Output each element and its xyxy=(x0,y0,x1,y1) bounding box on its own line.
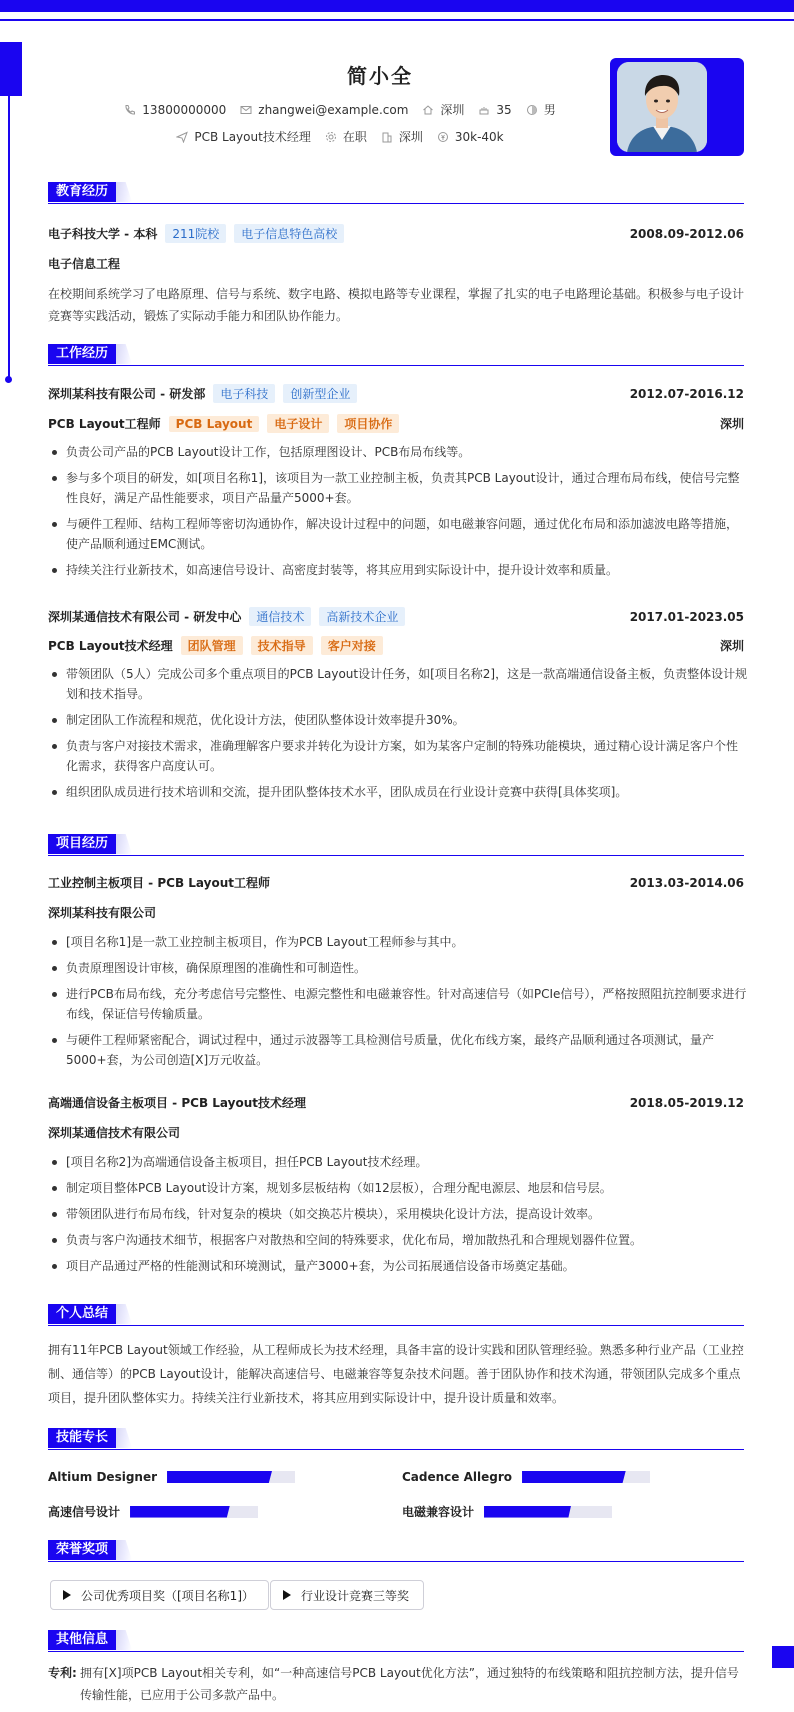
gear-icon xyxy=(325,131,337,143)
status-info xyxy=(325,128,367,145)
job-title: PCB Layout工程师 xyxy=(48,417,161,431)
list-item: 带领团队（5人）完成公司多个重点项目的PCB Layout设计任务，如[项目名称2]，这是一款高端通信设备主板，负责整体设计规划和技术指导。 xyxy=(48,664,748,704)
project-company: 深圳某通信技术有限公司 xyxy=(48,1126,181,1140)
avatar xyxy=(617,62,707,152)
job-intent-row xyxy=(90,128,590,145)
left-accent-block xyxy=(0,42,22,96)
list-item: 负责原理图设计审核，确保原理图的准确性和可制造性。 xyxy=(48,958,748,978)
section-rule xyxy=(48,855,744,856)
skill-bar-fill xyxy=(522,1471,626,1483)
list-item: 与硬件工程师、结构工程师等密切沟通协作，解决设计过程中的问题，如电磁兼容问题，通过优化布局和添加滤波电路等措施，使产品顺利通过EMC测试。 xyxy=(48,514,748,554)
section-title: 荣誉奖项 xyxy=(48,1540,116,1560)
company-tag: 通信技术 xyxy=(249,607,311,626)
home-icon xyxy=(422,104,434,116)
phone-info xyxy=(124,103,226,117)
play-icon xyxy=(283,1590,291,1600)
list-item: 制定项目整体PCB Layout设计方案，规划多层板结构（如12层板），合理分配电源层、地层和信号层。 xyxy=(48,1178,748,1198)
job-city: 深圳 xyxy=(719,417,744,431)
job-title: PCB Layout技术经理 xyxy=(48,639,173,653)
list-item: 持续关注行业新技术，如高速信号设计、高密度封装等，将其应用到实际设计中，提升设计效率和质量。 xyxy=(48,560,748,580)
project-bullets xyxy=(48,932,748,1076)
section-rule xyxy=(48,1561,744,1562)
left-accent-dot xyxy=(5,376,12,383)
section-rule xyxy=(48,365,744,366)
top-accent-line xyxy=(0,19,794,21)
section-summary-header xyxy=(48,1304,744,1326)
skill-bar-fill xyxy=(130,1506,230,1518)
right-accent-block xyxy=(772,1646,794,1668)
email-info xyxy=(240,103,408,117)
education-period: 2008.09-2012.06 xyxy=(629,226,744,241)
section-title: 教育经历 xyxy=(48,182,116,202)
section-rule xyxy=(48,1651,744,1652)
section-title: 项目经历 xyxy=(48,834,116,854)
section-other-header xyxy=(48,1630,744,1652)
job-city: 深圳 xyxy=(719,639,744,653)
company-tag: 电子科技 xyxy=(213,384,275,403)
other-text: 拥有[X]项PCB Layout相关专利，如“一种高速信号PCB Layout优化方法”，通过独特的布线策略和阻抗控制方法，提升信号传输性能，已应用于公司多款产品中。 xyxy=(80,1666,739,1702)
job-tag: 电子设计 xyxy=(267,414,329,433)
company-tag: 高新技术企业 xyxy=(319,607,405,626)
location-text: 深圳 xyxy=(440,103,465,117)
money-icon xyxy=(437,131,449,143)
project-period: 2013.03-2014.06 xyxy=(629,875,744,890)
location-info xyxy=(422,101,464,118)
job-tag: 团队管理 xyxy=(181,636,243,655)
job-tag: 项目协作 xyxy=(337,414,399,433)
section-rule xyxy=(48,1449,744,1450)
list-item: [项目名称1]是一款工业控制主板项目，作为PCB Layout工程师参与其中。 xyxy=(48,932,748,952)
major: 电子信息工程 xyxy=(48,257,121,271)
project-name: 高端通信设备主板项目 - PCB Layout技术经理 xyxy=(48,1096,306,1110)
school-name: 电子科技大学 - 本科 xyxy=(48,227,158,241)
list-item: 制定团队工作流程和规范，优化设计方法，使团队整体设计效率提升30%。 xyxy=(48,710,748,730)
award-item xyxy=(270,1580,424,1610)
section-awards-header xyxy=(48,1540,744,1562)
mail-icon xyxy=(240,104,252,116)
list-item: 与硬件工程师紧密配合，调试过程中，通过示波器等工具检测信号质量，优化布线方案，最终产品顺利通过各项测试，量产5000+套，为公司创造[X]万元收益。 xyxy=(48,1030,748,1070)
email-text: zhangwei@example.com xyxy=(258,102,409,117)
cake-icon xyxy=(478,104,490,116)
project-company: 深圳某科技有限公司 xyxy=(48,906,157,920)
skill-name: Altium Designer xyxy=(48,1470,158,1484)
skill-item xyxy=(402,1503,612,1520)
gender-text: 男 xyxy=(543,103,556,117)
list-item: 带领团队进行布局布线，针对复杂的模块（如交换芯片模块），采用模块化设计方法，提高设计效率。 xyxy=(48,1204,748,1224)
skill-name: Cadence Allegro xyxy=(402,1470,513,1484)
award-item xyxy=(50,1580,269,1610)
section-work-header xyxy=(48,344,744,366)
work-bullets xyxy=(48,442,748,586)
candidate-name: 简小全 xyxy=(347,64,413,88)
education-description: 在校期间系统学习了电路原理、信号与系统、数字电路、模拟电路等专业课程，掌握了扎实的电子电路理论基础。积极参与电子设计竞赛等实践活动，锻炼了实际动手能力和团队协作能力。 xyxy=(48,287,745,323)
work-title-row xyxy=(48,636,744,655)
left-accent-line xyxy=(8,96,10,378)
skill-item xyxy=(48,1470,295,1484)
project-bullets xyxy=(48,1152,748,1282)
gender-icon xyxy=(526,104,538,116)
age-text: 35 xyxy=(496,102,512,117)
skill-bar-fill xyxy=(167,1471,272,1483)
phone-icon xyxy=(124,104,136,116)
work-company-row xyxy=(48,384,744,403)
work-title-row xyxy=(48,414,744,433)
job-tag: 技术指导 xyxy=(251,636,313,655)
other-label: 专利: xyxy=(48,1666,77,1680)
work-company-row xyxy=(48,607,744,626)
salary-info xyxy=(437,130,504,144)
section-education-header xyxy=(48,182,744,204)
play-icon xyxy=(63,1590,71,1600)
section-skills-header xyxy=(48,1428,744,1450)
award-text: 行业设计竞赛三等奖 xyxy=(301,1588,410,1603)
skill-bar-fill xyxy=(484,1506,571,1518)
list-item: 负责与客户沟通技术细节，根据客户对散热和空间的特殊要求，优化布局，增加散热孔和合理规划器件位置。 xyxy=(48,1230,748,1250)
skill-bar xyxy=(130,1506,258,1518)
skill-item xyxy=(48,1503,258,1520)
section-projects-header xyxy=(48,834,744,856)
list-item: 参与多个项目的研发，如[项目名称1]，该项目为一款工业控制主板，负责其PCB Layout设计，通过合理布局布线，使信号完整性良好，满足产品性能要求，项目产品量产5000+套。 xyxy=(48,468,748,508)
section-rule xyxy=(48,1325,744,1326)
skill-bar xyxy=(167,1471,295,1483)
salary-text: 30k-40k xyxy=(454,129,504,144)
job-tag: 客户对接 xyxy=(321,636,383,655)
skill-bar xyxy=(522,1471,650,1483)
list-item: 进行PCB布局布线，充分考虑信号完整性、电源完整性和电磁兼容性。针对高速信号（如PCIe信号），严格按照阻抗控制要求进行布线，保证信号传输质量。 xyxy=(48,984,748,1024)
project-period: 2018.05-2019.12 xyxy=(629,1095,744,1110)
list-item: 组织团队成员进行技术培训和交流，提升团队整体技术水平，团队成员在行业设计竞赛中获得[具体奖项]。 xyxy=(48,782,748,802)
list-item: 项目产品通过严格的性能测试和环境测试，量产3000+套，为公司拓展通信设备市场奠定基础。 xyxy=(48,1256,748,1276)
building-icon xyxy=(381,131,393,143)
company-name: 深圳某通信技术有限公司 - 研发中心 xyxy=(48,610,242,624)
section-title: 其他信息 xyxy=(48,1630,116,1650)
gender-info xyxy=(526,101,556,118)
position-text: PCB Layout技术经理 xyxy=(194,130,311,144)
company-tag: 创新型企业 xyxy=(283,384,357,403)
list-item: [项目名称2]为高端通信设备主板项目，担任PCB Layout技术经理。 xyxy=(48,1152,748,1172)
summary-text: 拥有11年PCB Layout领域工作经验，从工程师成长为技术经理，具备丰富的设计实践和团队管理经验。熟悉多种行业产品（工业控制、通信等）的PCB Layout设计，能解决高速信号、电磁兼容等复杂技术问题。善于团队协作和技术沟通，带领团队完成多个重点项目，提升团队整体实力。持续关注行业新技术，将其应用到实际设计中，提升设计质量和效率。 xyxy=(48,1343,744,1405)
skill-name: 高速信号设计 xyxy=(48,1505,121,1519)
education-row xyxy=(48,224,744,243)
age-info xyxy=(478,103,511,117)
section-title: 个人总结 xyxy=(48,1304,116,1324)
school-tag: 电子信息特色高校 xyxy=(234,224,344,243)
list-item: 负责与客户对接技术需求，准确理解客户要求并转化为设计方案，如为某客户定制的特殊功能模块，通过精心设计满足客户个性化需求，获得客户高度认可。 xyxy=(48,736,748,776)
project-row xyxy=(48,1094,744,1111)
phone-text: 13800000000 xyxy=(142,102,227,117)
status-text: 在职 xyxy=(342,130,367,144)
contact-row xyxy=(90,101,590,118)
other-info xyxy=(48,1662,748,1706)
skill-item xyxy=(402,1470,650,1484)
work-period: 2017.01-2023.05 xyxy=(629,609,744,624)
school-tag: 211院校 xyxy=(165,224,226,243)
section-title: 技能专长 xyxy=(48,1428,116,1448)
work-bullets xyxy=(48,664,748,808)
skill-bar xyxy=(484,1506,612,1518)
city-text: 深圳 xyxy=(398,130,423,144)
project-row xyxy=(48,874,744,891)
job-tag: PCB Layout xyxy=(169,416,260,432)
list-item: 负责公司产品的PCB Layout设计工作，包括原理图设计、PCB布局布线等。 xyxy=(48,442,748,462)
top-accent-bar xyxy=(0,0,794,12)
city-info xyxy=(381,128,423,145)
position-info xyxy=(176,128,310,145)
skill-name: 电磁兼容设计 xyxy=(402,1505,475,1519)
section-title: 工作经历 xyxy=(48,344,116,364)
award-text: 公司优秀项目奖（[项目名称1]） xyxy=(81,1588,254,1603)
project-name: 工业控制主板项目 - PCB Layout工程师 xyxy=(48,876,270,890)
company-name: 深圳某科技有限公司 - 研发部 xyxy=(48,387,206,401)
avatar-illustration xyxy=(617,62,707,152)
section-rule xyxy=(48,203,744,204)
send-icon xyxy=(176,131,188,143)
work-period: 2012.07-2016.12 xyxy=(629,386,744,401)
